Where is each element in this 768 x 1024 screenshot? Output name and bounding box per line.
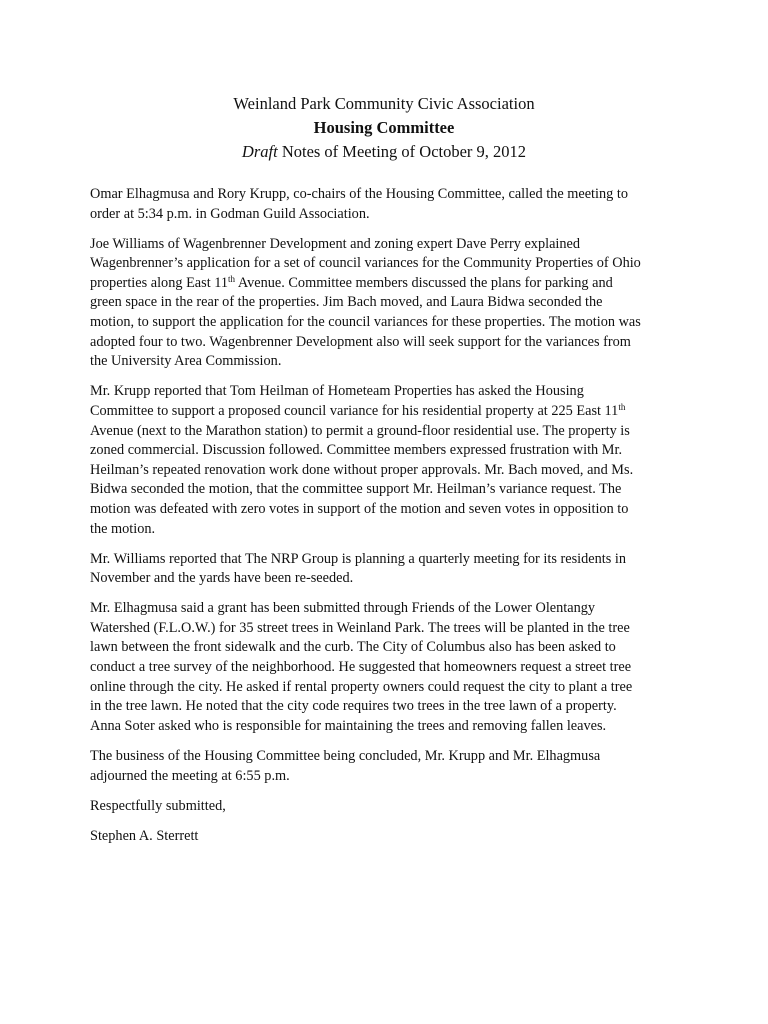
signature-name bbox=[90, 827, 690, 847]
text-line bbox=[90, 402, 690, 422]
text-line: the motion. bbox=[90, 520, 156, 537]
paragraph-nrp-group bbox=[90, 550, 690, 589]
text-line: Mr. Elhagmusa said a grant has been submitted through Friends of the Lower Olentangy bbox=[90, 600, 596, 617]
text-line: Mr. Williams reported that The NRP Group is planning a quarterly meeting for its residents in bbox=[90, 550, 626, 567]
draft-label: Draft bbox=[241, 142, 278, 161]
text-line: adjourned the meeting at 6:55 p.m. bbox=[90, 767, 290, 784]
text-line: Heilman’s repeated renovation work done without proper approvals. Mr. Bach moved, and Ms. bbox=[90, 461, 634, 478]
text-line: zoned commercial. Discussion followed. Committee members expressed frustration with Mr. bbox=[90, 442, 623, 459]
text-line bbox=[90, 274, 690, 294]
text-line: Avenue (next to the Marathon station) to permit a ground-floor residential use. The property is bbox=[90, 422, 630, 439]
organization-name: Weinland Park Community Civic Association bbox=[233, 94, 535, 113]
text-line: Watershed (F.L.O.W.) for 35 street trees in Weinland Park. The trees will be planted in the tree bbox=[90, 619, 630, 636]
paragraph-heilman-variance bbox=[90, 382, 690, 539]
meeting-date-text: Notes of Meeting of October 9, 2012 bbox=[277, 142, 527, 161]
text-segment: Committee to support a proposed council variance for his residential property at 225 East 11 bbox=[90, 402, 619, 419]
paragraph-call-to-order bbox=[90, 185, 690, 224]
text-line: motion, to support the application for the council variances for these properties. The motion was bbox=[90, 314, 641, 331]
text-line: motion was defeated with zero votes in support of the motion and seven votes in opposition to bbox=[90, 500, 629, 517]
document-body bbox=[90, 185, 690, 857]
meeting-title bbox=[0, 142, 768, 162]
text-line: adopted four to two. Wagenbrenner Development also will seek support for the variances from bbox=[90, 333, 631, 350]
text-line: Mr. Krupp reported that Tom Heilman of Hometeam Properties has asked the Housing bbox=[90, 383, 584, 400]
paragraph-wagenbrenner bbox=[90, 235, 690, 372]
text-line: online through the city. He asked if rental property owners could request the city to plant a tree bbox=[90, 678, 633, 695]
closing-line bbox=[90, 797, 690, 817]
text-line: The business of the Housing Committee being concluded, Mr. Krupp and Mr. Elhagmusa bbox=[90, 747, 601, 764]
text-line: Omar Elhagmusa and Rory Krupp, co-chairs of the Housing Committee, called the meeting to bbox=[90, 186, 628, 202]
text-line: Anna Soter asked who is responsible for maintaining the trees and removing fallen leaves. bbox=[90, 717, 607, 734]
text-line: Respectfully submitted, bbox=[90, 797, 226, 814]
text-line: the University Area Commission. bbox=[90, 353, 282, 370]
text-line: Bidwa seconded the motion, that the committee support Mr. Heilman’s variance request. The bbox=[90, 481, 622, 498]
paragraph-street-trees bbox=[90, 599, 690, 736]
ordinal-suffix: th bbox=[228, 273, 236, 284]
committee-title: Housing Committee bbox=[313, 118, 455, 137]
text-line: green space in the rear of the properties. Jim Bach moved, and Laura Bidwa seconded the bbox=[90, 294, 603, 311]
text-line: Wagenbrenner’s application for a set of council variances for the Community Properties of Ohio bbox=[90, 255, 641, 272]
paragraph-adjournment bbox=[90, 747, 690, 786]
text-line: November and the yards have been re-seeded. bbox=[90, 570, 354, 587]
text-line: Joe Williams of Wagenbrenner Development and zoning expert Dave Perry explained bbox=[90, 235, 581, 252]
text-line: Stephen A. Sterrett bbox=[90, 827, 199, 844]
text-segment: properties along East 11 bbox=[90, 274, 229, 291]
ordinal-suffix: th bbox=[618, 401, 626, 412]
text-line: lawn between the front sidewalk and the curb. The City of Columbus also has been asked to bbox=[90, 639, 616, 656]
text-line: in the tree lawn. He noted that the city code requires two trees in the tree lawn of a property. bbox=[90, 698, 617, 715]
text-line: order at 5:34 p.m. in Godman Guild Association. bbox=[90, 205, 370, 222]
text-line: conduct a tree survey of the neighborhood. He suggested that homeowners request a street tree bbox=[90, 659, 632, 676]
text-segment: Avenue. Committee members discussed the plans for parking and bbox=[235, 274, 613, 291]
